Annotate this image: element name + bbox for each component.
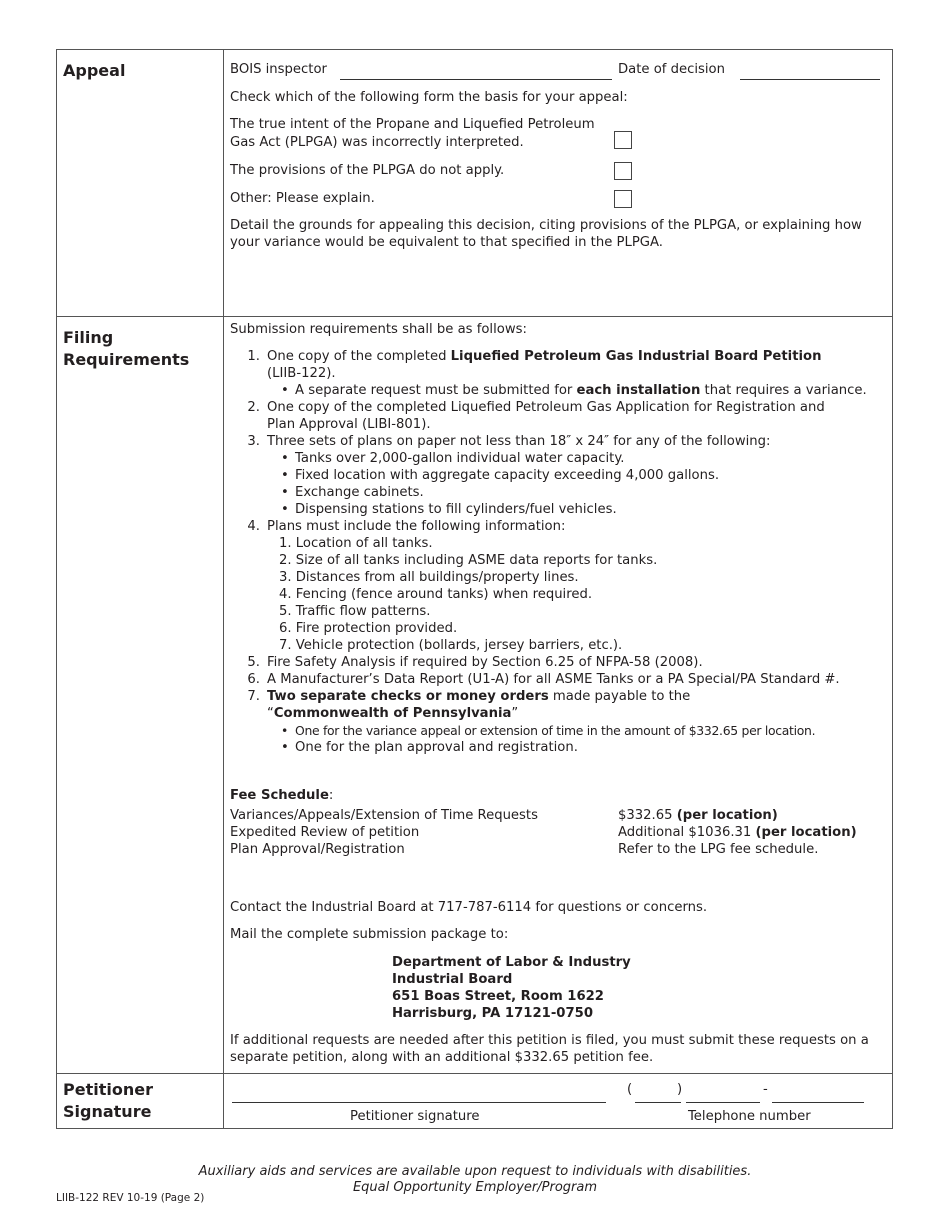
fee-name: Plan Approval/Registration (230, 842, 405, 857)
requirement-1: 1. One copy of the completed Liquefied Petroleum Gas Industrial Board Petition (LIIB-122). • A separate request must be submitted for each installation that requires a variance. (238, 348, 878, 399)
plan-bullet: • Tanks over 2,000-gallon individual water capacity. (279, 450, 878, 467)
plan-info-item: 4. Fencing (fence around tanks) when required. (279, 587, 593, 602)
additional-requests-line1: If additional requests are needed after this petition is filed, you must submit these requests on a (230, 1033, 869, 1048)
phone-line-field[interactable] (772, 1102, 864, 1103)
option-other-label: Other: Please explain. (230, 191, 375, 206)
appeal-detail-line1: Detail the grounds for appealing this decision, citing provisions of the PLPGA, or explaining how (230, 218, 862, 233)
requirements-list (238, 348, 878, 756)
requirement-4: 4. Plans must include the following information: 1. Location of all tanks. 2. Size of all tanks including ASME data reports for tanks. 3. Distances from all buildings/property lines. 4. Fencing (fence around tanks) when required. 5. Traffic flow patterns. 6. Fire protection provided. 7. Vehicle protection (bollards, jersey barriers, etc.). (238, 518, 878, 654)
area-code-open-paren: ( (627, 1082, 633, 1097)
plan-info-item: 7. Vehicle protection (bollards, jersey barriers, etc.). (279, 638, 623, 653)
date-of-decision-label: Date of decision (618, 62, 725, 77)
address-line: Department of Labor & Industry (392, 955, 631, 970)
appeal-detail-line2: your variance would be equivalent to that specified in the PLPGA. (230, 235, 663, 250)
appeal-content (224, 50, 892, 316)
plan-info-item: 6. Fire protection provided. (279, 621, 458, 636)
contact-info: Contact the Industrial Board at 717-787-6114 for questions or concerns. (230, 900, 708, 915)
requirement-2: 2. One copy of the completed Liquefied Petroleum Gas Application for Registration and Plan Approval (LIBI-801). (247, 400, 825, 432)
address-line: Harrisburg, PA 17121-0750 (392, 1006, 593, 1021)
petitioner-signature-caption: Petitioner signature (350, 1109, 480, 1124)
phone-prefix-field[interactable] (686, 1102, 760, 1103)
filing-requirements-section (57, 317, 892, 1074)
requirement-1-bullet: • A separate request must be submitted for each installation that requires a variance. (279, 382, 878, 399)
filing-requirements-label (57, 317, 224, 1073)
filing-intro: Submission requirements shall be as follows: (230, 322, 527, 337)
filing-label-line2: Requirements (63, 350, 190, 369)
appeal-section (57, 50, 892, 317)
petitioner-signature-field[interactable] (232, 1102, 606, 1103)
appeal-basis-prompt: Check which of the following form the basis for your appeal: (230, 90, 628, 105)
petitioner-signature-label: Petitioner Signature (57, 1074, 224, 1129)
fee-name: Expedited Review of petition (230, 825, 420, 840)
plan-bullet: • Fixed location with aggregate capacity exceeding 4,000 gallons. (279, 467, 878, 484)
additional-requests-line2: separate petition, along with an additional $332.65 petition fee. (230, 1050, 654, 1065)
option-intent-line1: The true intent of the Propane and Liquefied Petroleum (230, 117, 595, 132)
filing-label-line1: Filing (63, 328, 114, 347)
plan-info-item: 2. Size of all tanks including ASME data reports for tanks. (279, 553, 658, 568)
phone-dash: - (763, 1082, 768, 1097)
option-not-apply-checkbox[interactable] (614, 162, 632, 180)
appeal-label: Appeal (57, 50, 224, 316)
requirement-3: 3. Three sets of plans on paper not less than 18″ x 24″ for any of the following: • Tanks over 2,000-gallon individual water capacity. • Fixed location with aggregate capacity exceeding 4,000 gallons. • Exchange cabinets. • Dispensing stations to fill cylinders/fuel vehicles. (238, 433, 878, 518)
area-code-field[interactable] (635, 1102, 681, 1103)
fee-amount: Refer to the LPG fee schedule. (618, 842, 819, 857)
form-number: LIIB-122 REV 10-19 (Page 2) (56, 1192, 205, 1204)
plan-info-item: 1. Location of all tanks. (279, 536, 433, 551)
petitioner-signature-section (57, 1074, 892, 1129)
address-line: 651 Boas Street, Room 1622 (392, 989, 604, 1004)
option-not-apply-label: The provisions of the PLPGA do not apply. (230, 163, 505, 178)
plan-bullet: • Dispensing stations to fill cylinders/fuel vehicles. (279, 501, 878, 518)
option-intent-line2: Gas Act (PLPGA) was incorrectly interpreted. (230, 135, 524, 150)
filing-content (224, 317, 892, 1073)
telephone-number-caption: Telephone number (688, 1109, 811, 1124)
address-line: Industrial Board (392, 972, 513, 987)
mailing-address (392, 954, 631, 1022)
plan-info-item: 5. Traffic flow patterns. (279, 604, 431, 619)
fee-amount: Additional $1036.31 (per location) (618, 825, 857, 840)
plan-bullet: • Exchange cabinets. (279, 484, 878, 501)
signature-content (224, 1074, 892, 1129)
petition-form-page2 (56, 49, 893, 1129)
fee-schedule-title: Fee Schedule: (230, 788, 334, 803)
check-bullet: • One for the plan approval and registration. (279, 739, 878, 756)
plan-info-item: 3. Distances from all buildings/property lines. (279, 570, 579, 585)
area-code-close-paren: ) (677, 1082, 683, 1097)
bois-inspector-field[interactable] (340, 79, 612, 80)
fee-name: Variances/Appeals/Extension of Time Requests (230, 808, 538, 823)
requirement-6: 6. A Manufacturer’s Data Report (U1-A) for all ASME Tanks or a PA Special/PA Standard #. (247, 672, 840, 687)
check-bullet: • One for the variance appeal or extension of time in the amount of $332.65 per location. (279, 722, 878, 739)
option-intent-checkbox[interactable] (614, 131, 632, 149)
requirement-7: 7. Two separate checks or money orders made payable to the “Commonwealth of Pennsylvania” • One for the variance appeal or extension of time in the amount of $332.65 per location. • One for the plan approval and registration. (238, 688, 878, 756)
mail-prompt: Mail the complete submission package to: (230, 927, 509, 942)
fee-amount: $332.65 (per location) (618, 808, 778, 823)
option-other-checkbox[interactable] (614, 190, 632, 208)
footer-notice: Auxiliary aids and services are available upon request to individuals with disabilities. Equal Opportunity Employer/Program (198, 1164, 752, 1195)
bois-inspector-label: BOIS inspector (230, 62, 327, 77)
requirement-5: 5. Fire Safety Analysis if required by Section 6.25 of NFPA-58 (2008). (247, 655, 703, 670)
date-of-decision-field[interactable] (740, 79, 880, 80)
